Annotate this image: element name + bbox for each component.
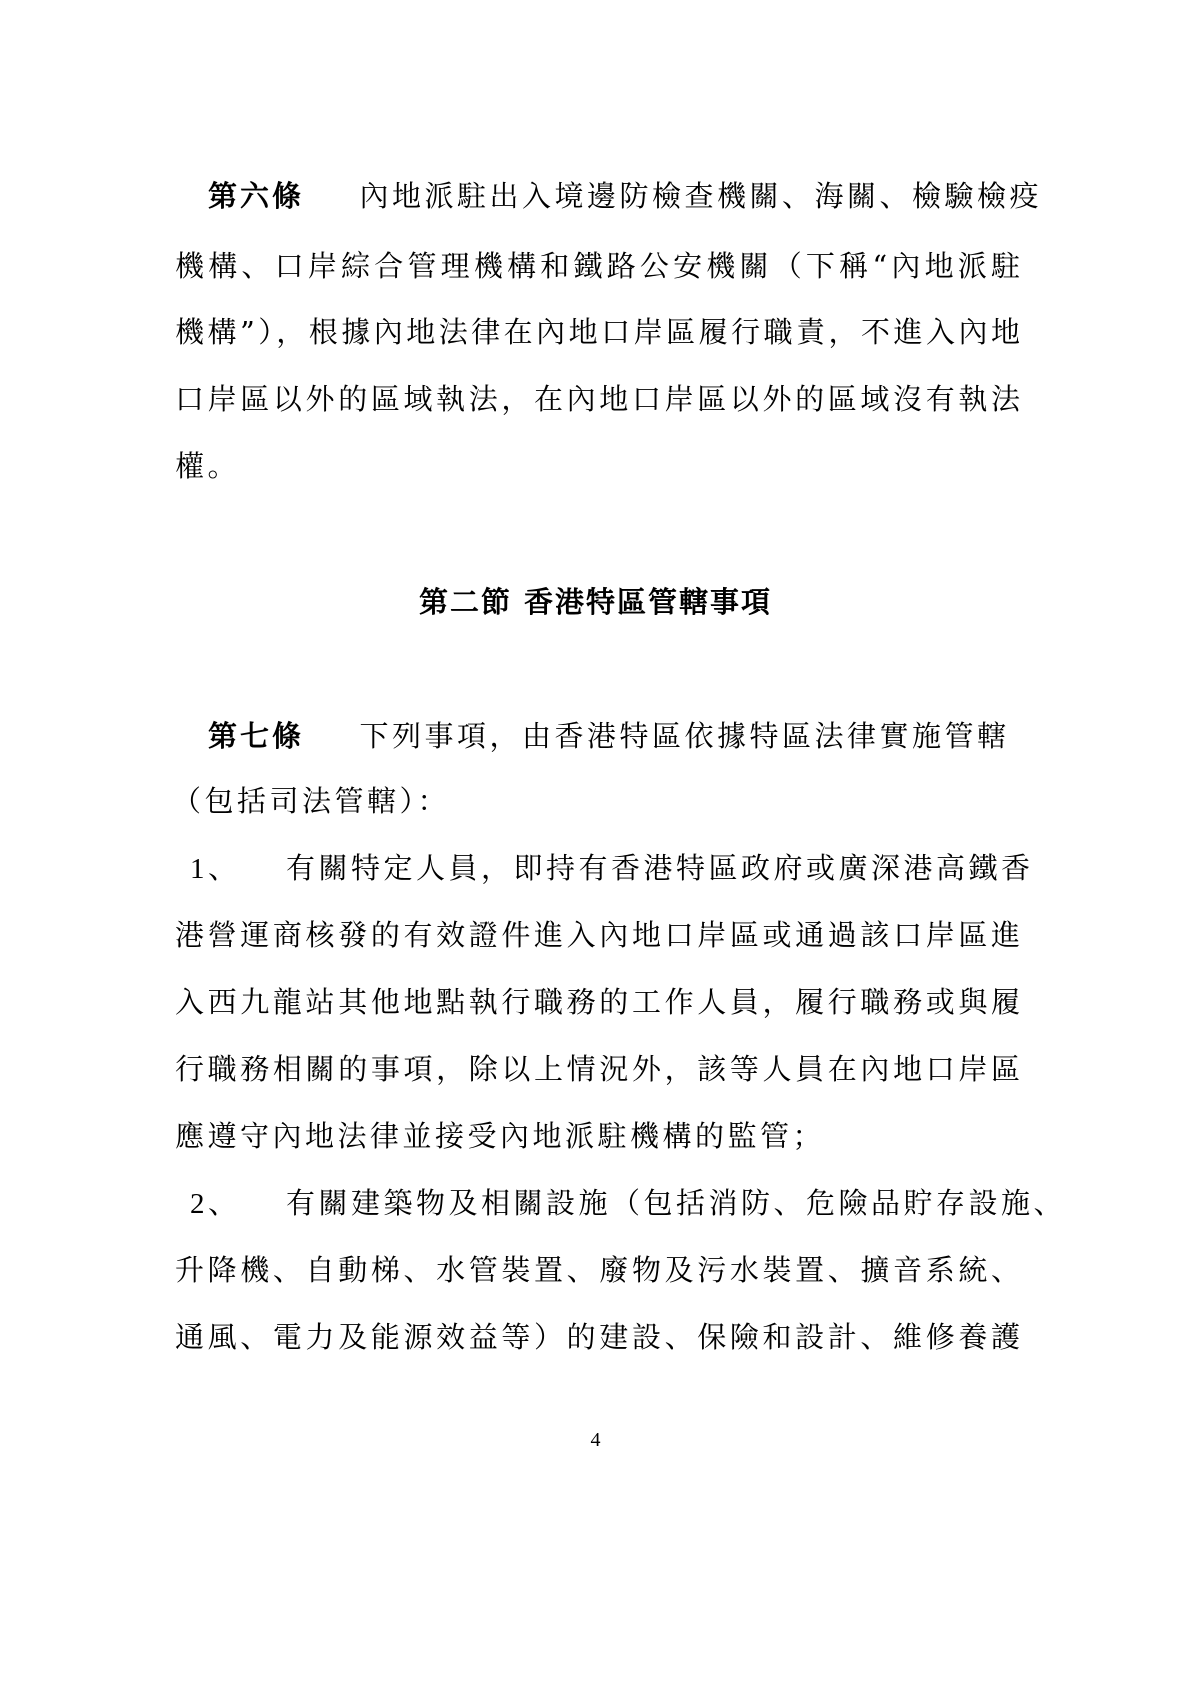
item-2-line-3: 通風、電力及能源效益等）的建設、保險和設計、維修養護 — [175, 1320, 1020, 1354]
article-7-label: 第七條 — [208, 719, 305, 753]
item-2-line-1 — [190, 1183, 1066, 1224]
item-1-text-1: 有關特定人員，即持有香港特區政府或廣深港高鐵香 — [285, 851, 1034, 885]
article-6-text-1: 內地派駐出入境邊防檢查機關、海關、檢驗檢疫 — [359, 179, 1042, 213]
article-6-line-4: 口岸區以外的區域執法，在內地口岸區以外的區域沒有執法 — [175, 382, 1020, 416]
item-1-line-4: 行職務相關的事項，除以上情況外，該等人員在內地口岸區 — [175, 1052, 1020, 1086]
item-2-number: 2、 — [190, 1188, 241, 1220]
item-1-line-1 — [190, 848, 1034, 889]
item-1-line-5: 應遵守內地法律並接受內地派駐機構的監管； — [175, 1119, 826, 1153]
item-2-text-1: 有關建築物及相關設施（包括消防、危險品貯存設施、 — [285, 1186, 1066, 1220]
article-7-text-1: 下列事項，由香港特區依據特區法律實施管轄 — [359, 719, 1010, 753]
article-6-line-1 — [208, 176, 1042, 216]
article-6-label: 第六條 — [208, 179, 305, 213]
section-2-title: 第二節 香港特區管轄事項 — [418, 585, 773, 619]
article-6-line-3: 機構”），根據內地法律在內地口岸區履行職責，不進入內地 — [175, 315, 1020, 349]
article-6-line-5: 權。 — [175, 449, 241, 483]
article-7-line-1 — [208, 716, 1020, 756]
item-1-number: 1、 — [190, 853, 241, 885]
item-1-line-2: 港營運商核發的有效證件進入內地口岸區或通過該口岸區進 — [175, 918, 1020, 952]
item-2-line-2: 升降機、自動梯、水管裝置、廢物及污水裝置、擴音系統、 — [175, 1253, 1020, 1287]
article-6-line-2: 機構、口岸綜合管理機構和鐵路公安機關（下稱“內地派駐 — [175, 249, 1020, 283]
page-number: 4 — [590, 1429, 601, 1451]
item-1-line-3: 入西九龍站其他地點執行職務的工作人員，履行職務或與履 — [175, 985, 1020, 1019]
article-7-line-2: （包括司法管轄）： — [172, 784, 451, 818]
